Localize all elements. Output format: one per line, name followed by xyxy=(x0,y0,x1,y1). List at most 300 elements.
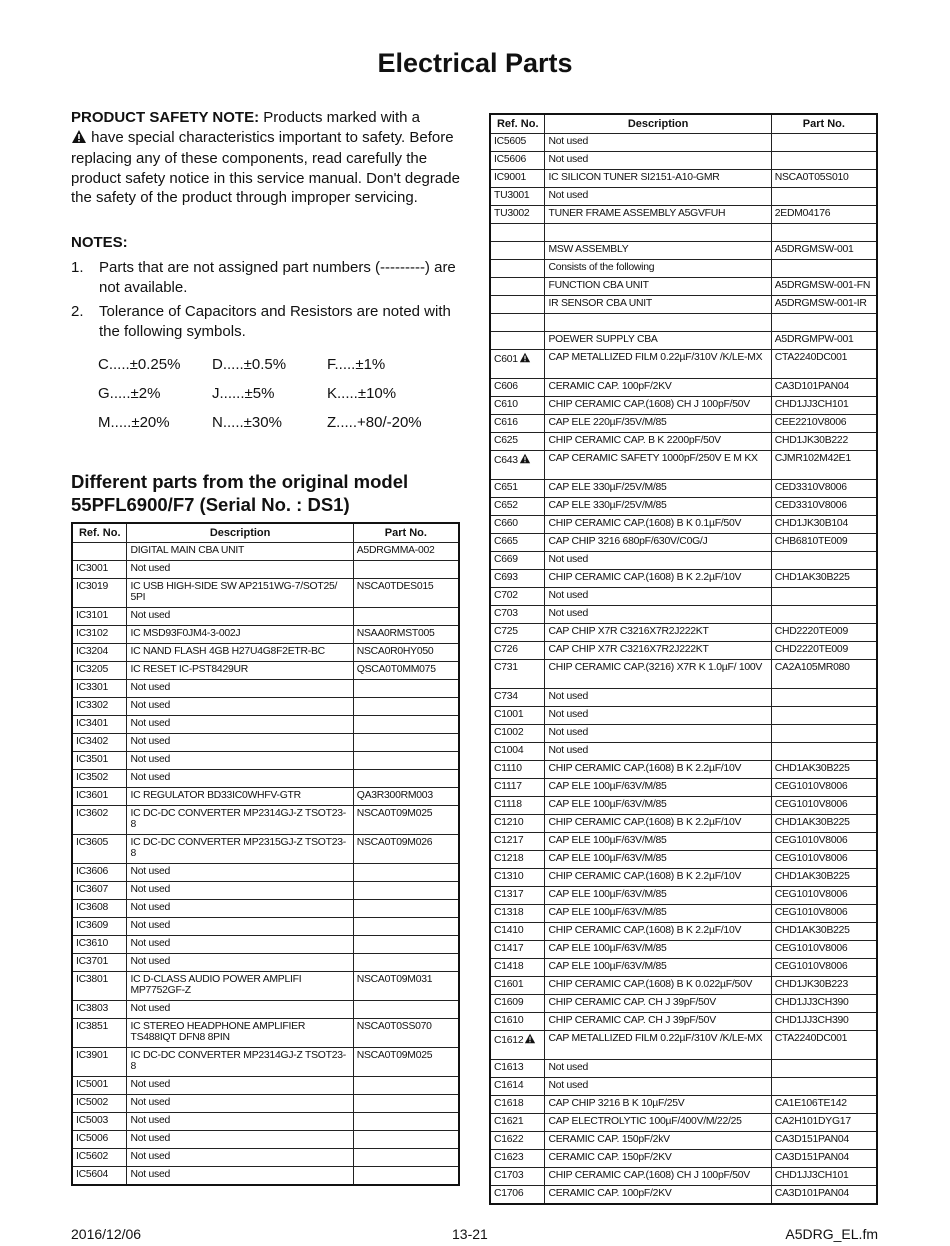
table-row xyxy=(490,433,877,451)
ref-no-text: C725 xyxy=(494,626,518,637)
table-row xyxy=(490,1013,877,1031)
table-row xyxy=(490,415,877,433)
description-text: Not used xyxy=(130,1079,171,1090)
description-cell xyxy=(545,296,771,314)
description-text: IC NAND FLASH 4GB H27U4G8F2ETR-BC xyxy=(130,646,325,657)
ref-no-text: TU3002 xyxy=(494,208,530,219)
part-no-cell xyxy=(353,1131,459,1149)
description-cell xyxy=(545,588,771,606)
table-row xyxy=(490,1096,877,1114)
ref-no-text: IC5003 xyxy=(76,1115,109,1126)
description-cell xyxy=(127,1149,353,1167)
table-row xyxy=(490,242,877,260)
description-text: Not used xyxy=(548,554,589,565)
ref-no-cell xyxy=(490,923,545,941)
part-no-cell xyxy=(353,608,459,626)
ref-no-text: C652 xyxy=(494,500,518,511)
ref-no-cell xyxy=(490,278,545,296)
note-number: 1. xyxy=(71,259,84,276)
description-text: Not used xyxy=(548,745,589,756)
tolerance-symbol: J......±5% xyxy=(212,385,275,402)
ref-no-cell xyxy=(490,224,545,242)
part-no-text: CHD1AK30B225 xyxy=(774,817,850,828)
table-row xyxy=(490,1031,877,1060)
description-cell xyxy=(127,1048,353,1077)
tolerance-symbol: D.....±0.5% xyxy=(212,356,287,373)
ref-no-text: TU3001 xyxy=(494,190,530,201)
description-cell xyxy=(127,579,353,608)
part-no-text: A5DRGMSW-001-IR xyxy=(774,298,867,309)
ref-no-cell xyxy=(490,379,545,397)
description-text: Not used xyxy=(130,772,171,783)
part-no-cell xyxy=(353,1167,459,1186)
note-item xyxy=(71,302,461,341)
part-no-cell xyxy=(771,1060,877,1078)
description-text: CHIP CERAMIC CAP.(1608) B K 0.022µF/50V xyxy=(548,979,753,990)
table-row xyxy=(490,296,877,314)
part-no-cell xyxy=(771,206,877,224)
description-text: CHIP CERAMIC CAP. CH J 39pF/50V xyxy=(548,997,716,1008)
ref-no-text: C1613 xyxy=(494,1062,524,1073)
section-heading: Different parts from the original model 55PFL6900/F7 (Serial No. : DS1) xyxy=(71,471,409,515)
description-cell xyxy=(545,350,771,379)
table-row xyxy=(490,995,877,1013)
ref-no-text: C616 xyxy=(494,417,518,428)
table-row xyxy=(490,170,877,188)
description-text: Not used xyxy=(130,1097,171,1108)
ref-no-text: C1609 xyxy=(494,997,524,1008)
description-text: IC SILICON TUNER SI2151-A10-GMR xyxy=(548,172,720,183)
ref-no-text: IC3102 xyxy=(76,628,109,639)
description-text: CERAMIC CAP. 150pF/2kV xyxy=(548,1134,670,1145)
description-cell xyxy=(127,734,353,752)
part-no-cell xyxy=(771,977,877,995)
part-no-cell xyxy=(353,864,459,882)
part-no-text: CHD1AK30B225 xyxy=(774,925,850,936)
description-cell xyxy=(127,644,353,662)
ref-no-text: IC5002 xyxy=(76,1097,109,1108)
ref-no-cell xyxy=(490,624,545,642)
ref-no-cell xyxy=(72,734,127,752)
part-no-cell xyxy=(353,662,459,680)
part-no-cell xyxy=(771,397,877,415)
part-no-cell xyxy=(771,797,877,815)
part-no-cell xyxy=(771,534,877,552)
description-text: IC DC-DC CONVERTER MP2315GJ-Z TSOT23-8 xyxy=(130,837,347,859)
ref-no-text: C1004 xyxy=(494,745,524,756)
ref-no-cell xyxy=(72,972,127,1001)
part-no-cell xyxy=(771,887,877,905)
ref-no-text: C1706 xyxy=(494,1188,524,1199)
description-cell xyxy=(545,606,771,624)
description-cell xyxy=(545,552,771,570)
ref-no-text: C1410 xyxy=(494,925,524,936)
ref-no-cell xyxy=(490,415,545,433)
ref-no-text: C610 xyxy=(494,399,518,410)
table-row xyxy=(72,662,459,680)
table-header-row xyxy=(72,523,459,543)
table-row xyxy=(490,570,877,588)
part-no-cell xyxy=(353,882,459,900)
ref-no-cell xyxy=(72,1167,127,1186)
ref-no-cell xyxy=(490,534,545,552)
table-row xyxy=(490,314,877,332)
warning-triangle-icon xyxy=(71,129,87,150)
part-no-text: CA3D101PAN04 xyxy=(774,1188,849,1199)
description-cell xyxy=(545,188,771,206)
part-no-cell xyxy=(353,561,459,579)
ref-no-text: IC3607 xyxy=(76,884,109,895)
description-text: Not used xyxy=(130,563,171,574)
part-no-cell xyxy=(771,480,877,498)
description-cell xyxy=(127,900,353,918)
ref-no-cell xyxy=(490,260,545,278)
part-no-cell xyxy=(771,707,877,725)
description-cell xyxy=(545,941,771,959)
ref-no-cell xyxy=(490,1150,545,1168)
part-no-cell xyxy=(771,379,877,397)
description-cell xyxy=(545,851,771,869)
part-no-text: CHD1JK30B222 xyxy=(774,435,848,446)
ref-no-cell xyxy=(72,882,127,900)
table-row xyxy=(490,397,877,415)
description-cell xyxy=(545,1031,771,1060)
part-no-cell xyxy=(771,332,877,350)
table-row xyxy=(490,1132,877,1150)
description-text: Not used xyxy=(548,727,589,738)
part-no-cell xyxy=(353,1077,459,1095)
ref-no-cell xyxy=(72,579,127,608)
tolerance-row xyxy=(98,385,458,414)
ref-no-text: IC3205 xyxy=(76,664,109,675)
ref-no-text: IC5602 xyxy=(76,1151,109,1162)
ref-no-text: C1614 xyxy=(494,1080,524,1091)
tolerance-symbol: N.....±30% xyxy=(212,414,282,431)
description-text: Not used xyxy=(548,590,589,601)
description-cell xyxy=(545,332,771,350)
ref-no-cell xyxy=(490,296,545,314)
ref-no-cell xyxy=(72,1095,127,1113)
ref-no-cell xyxy=(490,779,545,797)
ref-no-text: C660 xyxy=(494,518,518,529)
ref-no-cell xyxy=(490,606,545,624)
safety-note-text-1: Products marked with a xyxy=(259,109,420,126)
description-text: IC MSD93F0JM4-3-002J xyxy=(130,628,241,639)
ref-no-cell xyxy=(490,397,545,415)
part-no-cell xyxy=(771,1031,877,1060)
ref-no-cell xyxy=(72,1019,127,1048)
part-no-cell xyxy=(771,134,877,152)
description-cell xyxy=(127,835,353,864)
part-no-text: CA3D151PAN04 xyxy=(774,1134,849,1145)
table-row xyxy=(72,1019,459,1048)
description-cell xyxy=(545,314,771,332)
header-part-no: Part No. xyxy=(771,114,877,134)
description-cell xyxy=(545,887,771,905)
part-no-text: CHD2220TE009 xyxy=(774,626,848,637)
part-no-cell xyxy=(771,350,877,379)
ref-no-text: IC3001 xyxy=(76,563,109,574)
description-text: CAP ELE 100µF/63V/M/85 xyxy=(548,853,667,864)
ref-no-cell xyxy=(490,689,545,707)
table-row xyxy=(490,941,877,959)
description-cell xyxy=(545,534,771,552)
part-no-text: CHD1AK30B225 xyxy=(774,572,850,583)
description-cell xyxy=(127,770,353,788)
ref-no-cell xyxy=(72,770,127,788)
part-no-cell xyxy=(771,1168,877,1186)
part-no-text: CHD1JK30B223 xyxy=(774,979,848,990)
table-row xyxy=(490,152,877,170)
table-row xyxy=(490,206,877,224)
table-row xyxy=(490,779,877,797)
description-cell xyxy=(545,134,771,152)
description-text: IR SENSOR CBA UNIT xyxy=(548,298,652,309)
description-cell xyxy=(545,1060,771,1078)
description-cell xyxy=(545,779,771,797)
part-no-cell xyxy=(353,900,459,918)
table-row xyxy=(490,833,877,851)
ref-no-cell xyxy=(490,977,545,995)
part-no-cell xyxy=(771,725,877,743)
part-no-text: CHD1JJ3CH390 xyxy=(774,1015,849,1026)
ref-no-text: C702 xyxy=(494,590,518,601)
ref-no-text: IC9001 xyxy=(494,172,527,183)
table-row xyxy=(72,716,459,734)
part-no-cell xyxy=(771,1132,877,1150)
header-description: Description xyxy=(545,114,771,134)
description-text: CAP ELE 100µF/63V/M/85 xyxy=(548,835,667,846)
ref-no-text: C625 xyxy=(494,435,518,446)
note-item xyxy=(71,258,461,297)
description-cell xyxy=(545,1132,771,1150)
table-row xyxy=(72,561,459,579)
part-no-text: QA3R300RM003 xyxy=(356,790,433,801)
part-no-cell xyxy=(771,170,877,188)
ref-no-cell xyxy=(72,662,127,680)
table-row xyxy=(490,498,877,516)
ref-no-text: C703 xyxy=(494,608,518,619)
ref-no-cell xyxy=(72,806,127,835)
ref-no-cell xyxy=(490,995,545,1013)
description-cell xyxy=(545,977,771,995)
table-row xyxy=(490,624,877,642)
ref-no-text: IC3851 xyxy=(76,1021,109,1032)
ref-no-cell xyxy=(490,725,545,743)
table-row xyxy=(72,1167,459,1186)
description-text: Not used xyxy=(548,709,589,720)
ref-no-text: C1703 xyxy=(494,1170,524,1181)
ref-no-text: C1618 xyxy=(494,1098,524,1109)
part-no-text: NSCA0T09M025 xyxy=(356,808,433,819)
description-text: CAP ELECTROLYTIC 100µF/400V/M/22/25 xyxy=(548,1116,742,1127)
description-cell xyxy=(545,905,771,923)
part-no-cell xyxy=(353,1019,459,1048)
description-cell xyxy=(127,543,353,561)
description-cell xyxy=(545,1013,771,1031)
ref-no-text: IC3610 xyxy=(76,938,109,949)
ref-no-cell xyxy=(490,660,545,689)
description-text: Not used xyxy=(130,1151,171,1162)
ref-no-text: IC3302 xyxy=(76,700,109,711)
description-cell xyxy=(127,680,353,698)
table-row xyxy=(490,224,877,242)
description-text: IC REGULATOR BD33IC0WHFV-GTR xyxy=(130,790,301,801)
description-cell xyxy=(127,752,353,770)
description-cell xyxy=(127,954,353,972)
ref-no-text: C1217 xyxy=(494,835,524,846)
ref-no-cell xyxy=(72,788,127,806)
table-row xyxy=(490,516,877,534)
ref-no-text: IC3401 xyxy=(76,718,109,729)
part-no-text: NSCA0T09M025 xyxy=(356,1050,433,1061)
part-no-cell xyxy=(353,770,459,788)
ref-no-text: IC3605 xyxy=(76,837,109,848)
ref-no-text: IC3204 xyxy=(76,646,109,657)
description-text: CAP ELE 330µF/25V/M/85 xyxy=(548,500,667,511)
ref-no-cell xyxy=(490,498,545,516)
part-no-cell xyxy=(771,1078,877,1096)
description-text: Not used xyxy=(548,136,589,147)
part-no-cell xyxy=(771,851,877,869)
part-no-cell xyxy=(771,224,877,242)
part-no-cell xyxy=(771,516,877,534)
description-text: CERAMIC CAP. 100pF/2KV xyxy=(548,1188,672,1199)
table-row xyxy=(72,770,459,788)
part-no-cell xyxy=(771,761,877,779)
description-text: CHIP CERAMIC CAP.(1608) B K 0.1µF/50V xyxy=(548,518,742,529)
ref-no-text: IC3502 xyxy=(76,772,109,783)
ref-no-text: C1612 xyxy=(494,1035,524,1046)
description-cell xyxy=(127,1131,353,1149)
note-text: Tolerance of Capacitors and Resistors are noted with the following symbols. xyxy=(99,303,451,340)
ref-no-cell xyxy=(72,752,127,770)
ref-no-text: C734 xyxy=(494,691,518,702)
description-text: Not used xyxy=(130,920,171,931)
part-no-cell xyxy=(353,626,459,644)
table-row xyxy=(490,1060,877,1078)
warning-triangle-icon xyxy=(519,352,531,363)
part-no-text: CEG1010V8006 xyxy=(774,889,848,900)
table-row xyxy=(72,954,459,972)
part-no-text: CHD1JJ3CH101 xyxy=(774,1170,849,1181)
table-row xyxy=(490,815,877,833)
part-no-cell xyxy=(353,644,459,662)
description-text: CHIP CERAMIC CAP. CH J 39pF/50V xyxy=(548,1015,716,1026)
part-no-cell xyxy=(771,642,877,660)
part-no-cell xyxy=(353,918,459,936)
warning-triangle-icon xyxy=(524,1033,536,1044)
ref-no-cell xyxy=(490,941,545,959)
description-text: Not used xyxy=(130,718,171,729)
ref-no-text: C1622 xyxy=(494,1134,524,1145)
part-no-text: A5DRGMPW-001 xyxy=(774,334,854,345)
description-text: IC DC-DC CONVERTER MP2314GJ-Z TSOT23-8 xyxy=(130,1050,347,1072)
description-text: CHIP CERAMIC CAP.(1608) CH J 100pF/50V xyxy=(548,1170,750,1181)
ref-no-text: C1118 xyxy=(494,799,522,810)
ref-no-cell xyxy=(490,1114,545,1132)
ref-no-cell xyxy=(490,552,545,570)
part-no-cell xyxy=(771,1150,877,1168)
ref-no-text: C1001 xyxy=(494,709,524,720)
ref-no-cell xyxy=(72,900,127,918)
part-no-text: CHB6810TE009 xyxy=(774,536,848,547)
safety-note-label: PRODUCT SAFETY NOTE: xyxy=(71,109,260,126)
part-no-cell xyxy=(353,680,459,698)
part-no-cell xyxy=(771,570,877,588)
table-row xyxy=(72,734,459,752)
table-row xyxy=(72,698,459,716)
part-no-cell xyxy=(771,660,877,689)
table-row xyxy=(490,923,877,941)
footer-filename: A5DRG_EL.fm xyxy=(785,1226,878,1242)
ref-no-text: IC5606 xyxy=(494,154,527,165)
table-row xyxy=(72,900,459,918)
table-row xyxy=(490,887,877,905)
table-row xyxy=(490,1168,877,1186)
tolerance-row xyxy=(98,356,458,385)
ref-no-cell xyxy=(72,1131,127,1149)
description-text: CAP METALLIZED FILM 0.22µF/310V /K/LE-MX xyxy=(548,352,763,363)
part-no-cell xyxy=(353,954,459,972)
description-cell xyxy=(127,1113,353,1131)
tolerance-symbol: M.....±20% xyxy=(98,414,170,431)
table-row xyxy=(72,936,459,954)
ref-no-cell xyxy=(490,516,545,534)
ref-no-text: C1117 xyxy=(494,781,522,792)
part-no-cell xyxy=(771,260,877,278)
description-cell xyxy=(545,206,771,224)
part-no-cell xyxy=(353,1095,459,1113)
ref-no-cell xyxy=(490,350,545,379)
ref-no-cell xyxy=(72,698,127,716)
part-no-cell xyxy=(353,543,459,561)
description-text: Not used xyxy=(130,938,171,949)
ref-no-cell xyxy=(490,833,545,851)
part-no-cell xyxy=(353,1001,459,1019)
part-no-cell xyxy=(771,278,877,296)
ref-no-cell xyxy=(490,1096,545,1114)
table-row xyxy=(490,534,877,552)
description-text: IC D-CLASS AUDIO POWER AMPLIFI MP7752GF-Z xyxy=(130,974,302,996)
table-row xyxy=(72,882,459,900)
description-cell xyxy=(545,761,771,779)
part-no-text: CEE2210V8006 xyxy=(774,417,847,428)
description-text: Not used xyxy=(548,190,589,201)
description-cell xyxy=(127,918,353,936)
part-no-cell xyxy=(771,606,877,624)
part-no-cell xyxy=(353,806,459,835)
description-text: Not used xyxy=(130,1169,171,1180)
ref-no-cell xyxy=(490,588,545,606)
part-no-text: CEG1010V8006 xyxy=(774,943,848,954)
description-cell xyxy=(545,260,771,278)
part-no-cell xyxy=(771,624,877,642)
description-text: Not used xyxy=(548,691,589,702)
tolerance-symbols xyxy=(98,356,458,443)
part-no-text: CEG1010V8006 xyxy=(774,907,848,918)
table-row xyxy=(72,608,459,626)
part-no-cell xyxy=(771,1186,877,1205)
table-row xyxy=(72,788,459,806)
part-no-cell xyxy=(771,905,877,923)
part-no-cell xyxy=(353,936,459,954)
ref-no-cell xyxy=(490,1013,545,1031)
part-no-text: CA3D101PAN04 xyxy=(774,381,849,392)
footer-date: 2016/12/06 xyxy=(71,1226,142,1242)
ref-no-cell xyxy=(490,869,545,887)
ref-no-text: IC3402 xyxy=(76,736,109,747)
